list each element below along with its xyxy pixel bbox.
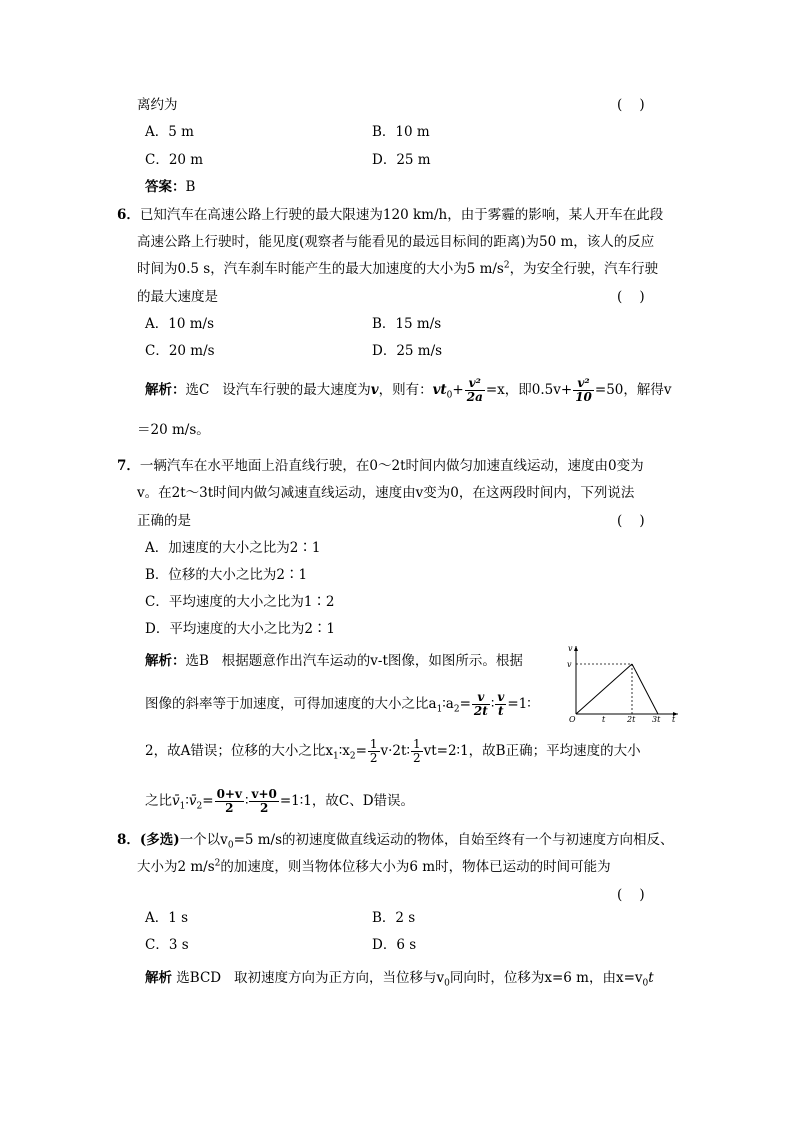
q7-graph-y-label: v: [568, 644, 573, 653]
q7-x-mid: v·2t∶: [380, 743, 410, 759]
q6-line1-text: 已知汽车在高速公路上行驶的最大限速为120 km/h，由于雾霾的影响，某人开车在此段: [139, 207, 664, 223]
q6-eq2-post: =50，解得v: [594, 382, 672, 398]
q7-x-sub1: 1: [332, 751, 339, 762]
q8-option-b: B．2 s: [372, 910, 416, 926]
q6-option-d: D．25 m/s: [372, 343, 443, 359]
q6-number: 6．: [117, 207, 140, 223]
q7-vb-eq: =: [202, 793, 214, 809]
q7-frac-v1-den: 2: [225, 801, 234, 815]
q6-answer-paren: ( ): [617, 289, 645, 305]
q6-frac2-num: v²: [573, 377, 594, 391]
q7-analysis-line4: [145, 787, 414, 815]
q7-analysis-label: 解析：: [145, 653, 186, 669]
q7-eq-a: =: [459, 696, 471, 712]
q7-frac-b-num: v: [497, 690, 505, 704]
q7-a-sub1: 1: [436, 704, 443, 715]
q7-frac-v1-num: 0+v: [216, 787, 242, 801]
q6-frac1: [465, 377, 485, 404]
q7-option-b: B．位移的大小之比为2∶1: [145, 567, 308, 583]
q7-line3: 正确的是: [137, 513, 191, 529]
q7-analysis-choice: 选B: [185, 653, 209, 669]
q6-option-b: B．15 m/s: [372, 316, 442, 332]
q6-analysis: [145, 376, 672, 404]
q8-analysis-sub2: 0: [642, 978, 649, 989]
q6-analysis-text2: ，则有：: [378, 382, 433, 398]
q7-vbar2: v̄: [188, 793, 197, 809]
q8-multi-tag: (多选): [139, 832, 180, 848]
q7-colon: ∶a: [442, 696, 454, 712]
q7-frac-a-num: v: [472, 691, 490, 705]
q8-analysis-text2: 同向时，位移为x=6 m，由x=v: [449, 970, 643, 986]
q7-frac-v2-den: 2: [260, 801, 269, 815]
q7-frac-v2-num: v+0: [251, 787, 277, 801]
q5-answer-label: 答案：: [145, 179, 186, 195]
q7-option-c: C．平均速度的大小之比为1∶2: [145, 594, 335, 610]
q6-analysis-text1: 设汽车行驶的最大速度为: [222, 382, 371, 398]
q7-frac-x2-num: 1: [412, 737, 421, 751]
q8-analysis-label: 解析: [145, 970, 172, 986]
q7-frac-v1: [215, 788, 244, 815]
q7-analysis-line2: 图像的斜率等于加速度，可得加速度的大小之比$a_1∶a_2=$ $\frac{v}{2t}$ ∶ $\frac{v}{t}$ =1∶: [145, 690, 531, 718]
q7-vb-sub2: 2: [196, 801, 203, 812]
q6-line2: 高速公路上行驶时，能见度(观察者与能看见的最远目标间的距离)为50 m，该人的反应: [137, 234, 655, 250]
q6-analysis-label: 解析：: [145, 382, 186, 398]
q8-analysis-tail: t: [648, 970, 654, 986]
q6-line3-sup: 2: [503, 260, 510, 271]
q6-frac1-num: v²: [465, 377, 485, 391]
q7-frac-a-den: 2t: [473, 704, 488, 718]
q7-x-post: vt=2∶1，故B正确；平均速度的大小: [423, 743, 641, 759]
q7-vt-graph: [566, 642, 684, 724]
q6-line4: 的最大速度是: [137, 289, 218, 305]
q8-line1-c: =5 m/s的初速度做直线运动的物体，自始至终有一个与初速度方向相反、: [233, 832, 674, 848]
q6-eq1-plus: +: [452, 382, 464, 398]
q7-line4-pre: 之比: [145, 793, 172, 809]
q7-line1: [117, 457, 644, 475]
q7-analysis-text1: 根据题意作出汽车运动的v-t图像，如图所示。根据: [221, 653, 523, 669]
q7-line2: v。在2t～3t时间内做匀减速直线运动，速度由v变为0，在这两段时间内，下列说法: [137, 485, 635, 501]
q6-line3: [137, 260, 658, 278]
q7-frac-x1: [368, 738, 380, 765]
q7-vb-colon: ∶: [185, 793, 189, 809]
q8-line2-sup: 2: [214, 858, 221, 869]
q8-line2-b: 的加速度，则当物体位移大小为6 m时，物体已运动的时间可能为: [220, 859, 611, 875]
q7-vb-sub1: 1: [179, 801, 186, 812]
q7-graph-y-tick: v: [567, 660, 572, 669]
q7-number: 7．: [117, 458, 140, 474]
q8-analysis-sub: 0: [444, 978, 450, 989]
q7-graph-y-arrow: [574, 646, 578, 651]
q7-option-d: D．平均速度的大小之比为2∶1: [145, 621, 336, 637]
q7-graph-x-tick-3t: 3t: [652, 715, 661, 724]
q7-frac-b-den: t: [498, 704, 504, 718]
q8-option-a: A．1 s: [145, 910, 189, 926]
q7-graph-x-label: t: [672, 715, 676, 724]
q6-option-c: C．20 m/s: [145, 343, 215, 359]
q5-answer: [145, 178, 195, 196]
q7-frac-v2: [249, 788, 278, 815]
q7-option-a: A．加速度的大小之比为2∶1: [145, 540, 321, 556]
q7-graph-x-tick-2t: 2t: [627, 715, 636, 724]
q7-vbar1: v̄: [172, 793, 180, 809]
q6-eq1-sub: 0: [446, 390, 453, 401]
q6-eq1-pre: vt: [432, 382, 447, 398]
q6-frac2: [573, 377, 594, 404]
q8-option-c: C．3 s: [145, 937, 189, 953]
q6-line1: [117, 206, 663, 224]
q6-frac1-den: 2a: [466, 390, 483, 404]
q8-line1: [117, 831, 674, 849]
q6-line3-a: 时间为0.5 s，汽车刹车时能产生的最大加速度的大小为5 m/s: [137, 261, 504, 277]
q7-line1-text: 一辆汽车在水平地面上沿直线行驶，在0～2t时间内做匀加速直线运动，速度由0变为: [139, 458, 644, 474]
q7-frac-x2: [411, 738, 423, 765]
q5-option-d: D．25 m: [372, 152, 431, 168]
q7-x-colon: ∶x: [338, 743, 350, 759]
q8-line1-sub: 0: [227, 840, 234, 851]
q6-eq1-post: =x，即0.5v+: [485, 382, 573, 398]
q5-stem-tail: 离约为: [137, 97, 178, 113]
q7-x-sub2: 2: [349, 751, 356, 762]
q7-analysis-line2-a: 图像的斜率等于加速度，可得加速度的大小之比a: [145, 696, 437, 712]
q5-option-b: B．10 m: [372, 124, 430, 140]
q8-analysis-text: 取初速度方向为正方向，当位移与v: [234, 970, 445, 986]
q5-option-c: C．20 m: [145, 152, 204, 168]
q7-eq-x: =: [355, 743, 367, 759]
q8-line2: [137, 858, 611, 876]
q5-answer-value: B: [185, 179, 196, 195]
q7-analysis-line1: [145, 652, 523, 670]
q7-graph-decel-line: [632, 664, 658, 714]
q7-frac-a: [472, 691, 490, 718]
q8-option-d: D．6 s: [372, 937, 417, 953]
q7-a-sub2: 2: [453, 704, 460, 715]
q7-vb-post: =1∶1，故C、D错误。: [279, 793, 415, 809]
q6-line3-b: ，为安全行驶，汽车行驶: [509, 261, 659, 277]
q6-frac2-den: 10: [575, 390, 592, 404]
q5-answer-paren: ( ): [617, 97, 645, 113]
q7-frac-x2-den: 2: [412, 751, 421, 765]
q8-line2-a: 大小为2 m/s: [137, 859, 215, 875]
q7-line3-pre: 2，故A错误；位移的大小之比x: [145, 743, 333, 759]
q7-graph-origin: O: [569, 715, 576, 724]
q8-analysis-choice: 选BCD: [176, 970, 222, 986]
q7-frac-x1-den: 2: [369, 751, 378, 765]
q7-frac-b: [495, 691, 506, 718]
q7-analysis-line3: [145, 737, 641, 765]
q5-option-a: A．5 m: [145, 124, 194, 140]
q6-analysis-v: v: [370, 382, 379, 398]
q7-eq-a-result: =1∶: [507, 696, 531, 712]
q8-number: 8．: [117, 832, 140, 848]
q7-graph-x-tick-t: t: [602, 715, 606, 724]
q8-answer-paren: ( ): [617, 887, 645, 903]
q7-frac-x1-num: 1: [369, 737, 378, 751]
q6-result: ＝20 m/s。: [137, 422, 210, 438]
q7-answer-paren: ( ): [617, 513, 645, 529]
q8-analysis: [145, 969, 654, 987]
q7-vb-mid: ∶: [244, 793, 249, 809]
q6-option-a: A．10 m/s: [145, 316, 214, 332]
q8-line1-b: 一个以v: [179, 832, 228, 848]
q7-graph-accel-line: [576, 664, 632, 714]
q6-analysis-choice: 选C: [185, 382, 210, 398]
